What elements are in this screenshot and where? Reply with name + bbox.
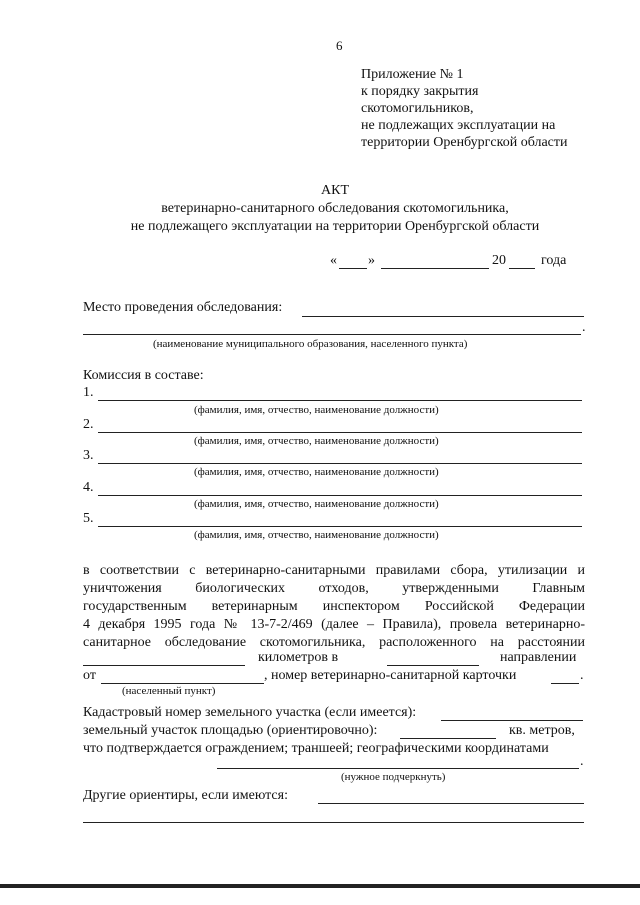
- member-blank[interactable]: [98, 495, 582, 496]
- commission-label: Комиссия в составе:: [83, 368, 204, 383]
- doc-subtitle-2: не подлежащего эксплуатации на территории Оренбургской области: [130, 219, 540, 234]
- member-caption: (фамилия, имя, отчество, наименование должности): [194, 404, 439, 416]
- appendix-line-5: территории Оренбургской области: [361, 135, 568, 150]
- area-unit: кв. метров,: [509, 723, 575, 738]
- place-caption: (наименование муниципального образования, населенного пункта): [153, 338, 468, 350]
- member-caption: (фамилия, имя, отчество, наименование должности): [194, 435, 439, 447]
- scan-bottom-border: [0, 884, 640, 888]
- body-line-2: уничтожения биологических отходов, утвержденными Главным: [83, 581, 585, 596]
- member-blank[interactable]: [98, 463, 582, 464]
- day-blank[interactable]: [339, 268, 367, 269]
- member-caption: (фамилия, имя, отчество, наименование должности): [194, 466, 439, 478]
- appendix-line-2: к порядку закрытия: [361, 84, 479, 99]
- page-number: 6: [336, 38, 343, 53]
- month-blank[interactable]: [381, 268, 489, 269]
- member-number: 1.: [83, 385, 94, 400]
- underline-caption: (нужное подчеркнуть): [341, 771, 446, 783]
- other-landmarks-blank-2[interactable]: [83, 822, 584, 823]
- year-blank[interactable]: [509, 268, 535, 269]
- member-blank[interactable]: [98, 400, 582, 401]
- distance-blank[interactable]: [83, 665, 245, 666]
- member-blank[interactable]: [98, 526, 582, 527]
- member-number: 2.: [83, 417, 94, 432]
- member-blank[interactable]: [98, 432, 582, 433]
- body-km-text: километров в: [258, 650, 339, 665]
- appendix-line-4: не подлежащих эксплуатации на: [361, 118, 556, 133]
- card-number-blank[interactable]: [551, 683, 579, 684]
- place-blank-2[interactable]: [83, 334, 581, 335]
- appendix-line-3: скотомогильников,: [361, 101, 474, 116]
- member-number: 3.: [83, 448, 94, 463]
- confirmation-text: что подтверждается ограждением; траншеей; географическими координатами: [83, 741, 549, 756]
- year-prefix: 20: [492, 253, 506, 268]
- body-line-5: санитарное обследование скотомогильника, расположенного на расстоянии: [83, 635, 585, 650]
- other-landmarks-label: Другие ориентиры, если имеются:: [83, 788, 288, 803]
- date-close-quote: »: [368, 253, 375, 268]
- body-direction-text: направлении: [500, 650, 577, 665]
- body-period: .: [580, 668, 584, 683]
- area-label: земельный участок площадью (ориентировочно):: [83, 723, 378, 738]
- body-line-1: в соответствии с ветеринарно-санитарными правилами сбора, утилизации и: [83, 563, 585, 578]
- cadastre-blank[interactable]: [441, 720, 583, 721]
- body-from-text: от: [83, 668, 96, 683]
- body-line-3: государственным ветеринарным инспектором Российской Федерации: [83, 599, 585, 614]
- confirmation-blank[interactable]: [217, 768, 579, 769]
- member-number: 4.: [83, 480, 94, 495]
- settlement-caption: (населенный пункт): [122, 685, 216, 697]
- member-number: 5.: [83, 511, 94, 526]
- body-card-text: , номер ветеринарно-санитарной карточки: [264, 668, 517, 683]
- confirmation-period: .: [580, 754, 584, 769]
- direction-blank[interactable]: [387, 665, 479, 666]
- doc-subtitle-1: ветеринарно-санитарного обследования скотомогильника,: [161, 201, 509, 216]
- doc-title: АКТ: [321, 183, 349, 198]
- member-caption: (фамилия, имя, отчество, наименование должности): [194, 498, 439, 510]
- body-line-4: 4 декабря 1995 года № 13-7-2/469 (далее – Правила), провела ветеринарно-: [83, 617, 585, 632]
- place-label: Место проведения обследования:: [83, 300, 283, 315]
- other-landmarks-blank-1[interactable]: [318, 803, 584, 804]
- year-suffix: года: [541, 253, 567, 268]
- place-period: .: [582, 320, 586, 335]
- appendix-line-1: Приложение № 1: [361, 67, 464, 82]
- date-open-quote: «: [330, 253, 337, 268]
- place-blank-1[interactable]: [302, 316, 584, 317]
- settlement-blank[interactable]: [101, 683, 264, 684]
- area-blank[interactable]: [400, 738, 496, 739]
- member-caption: (фамилия, имя, отчество, наименование должности): [194, 529, 439, 541]
- cadastre-label: Кадастровый номер земельного участка (если имеется):: [83, 705, 417, 720]
